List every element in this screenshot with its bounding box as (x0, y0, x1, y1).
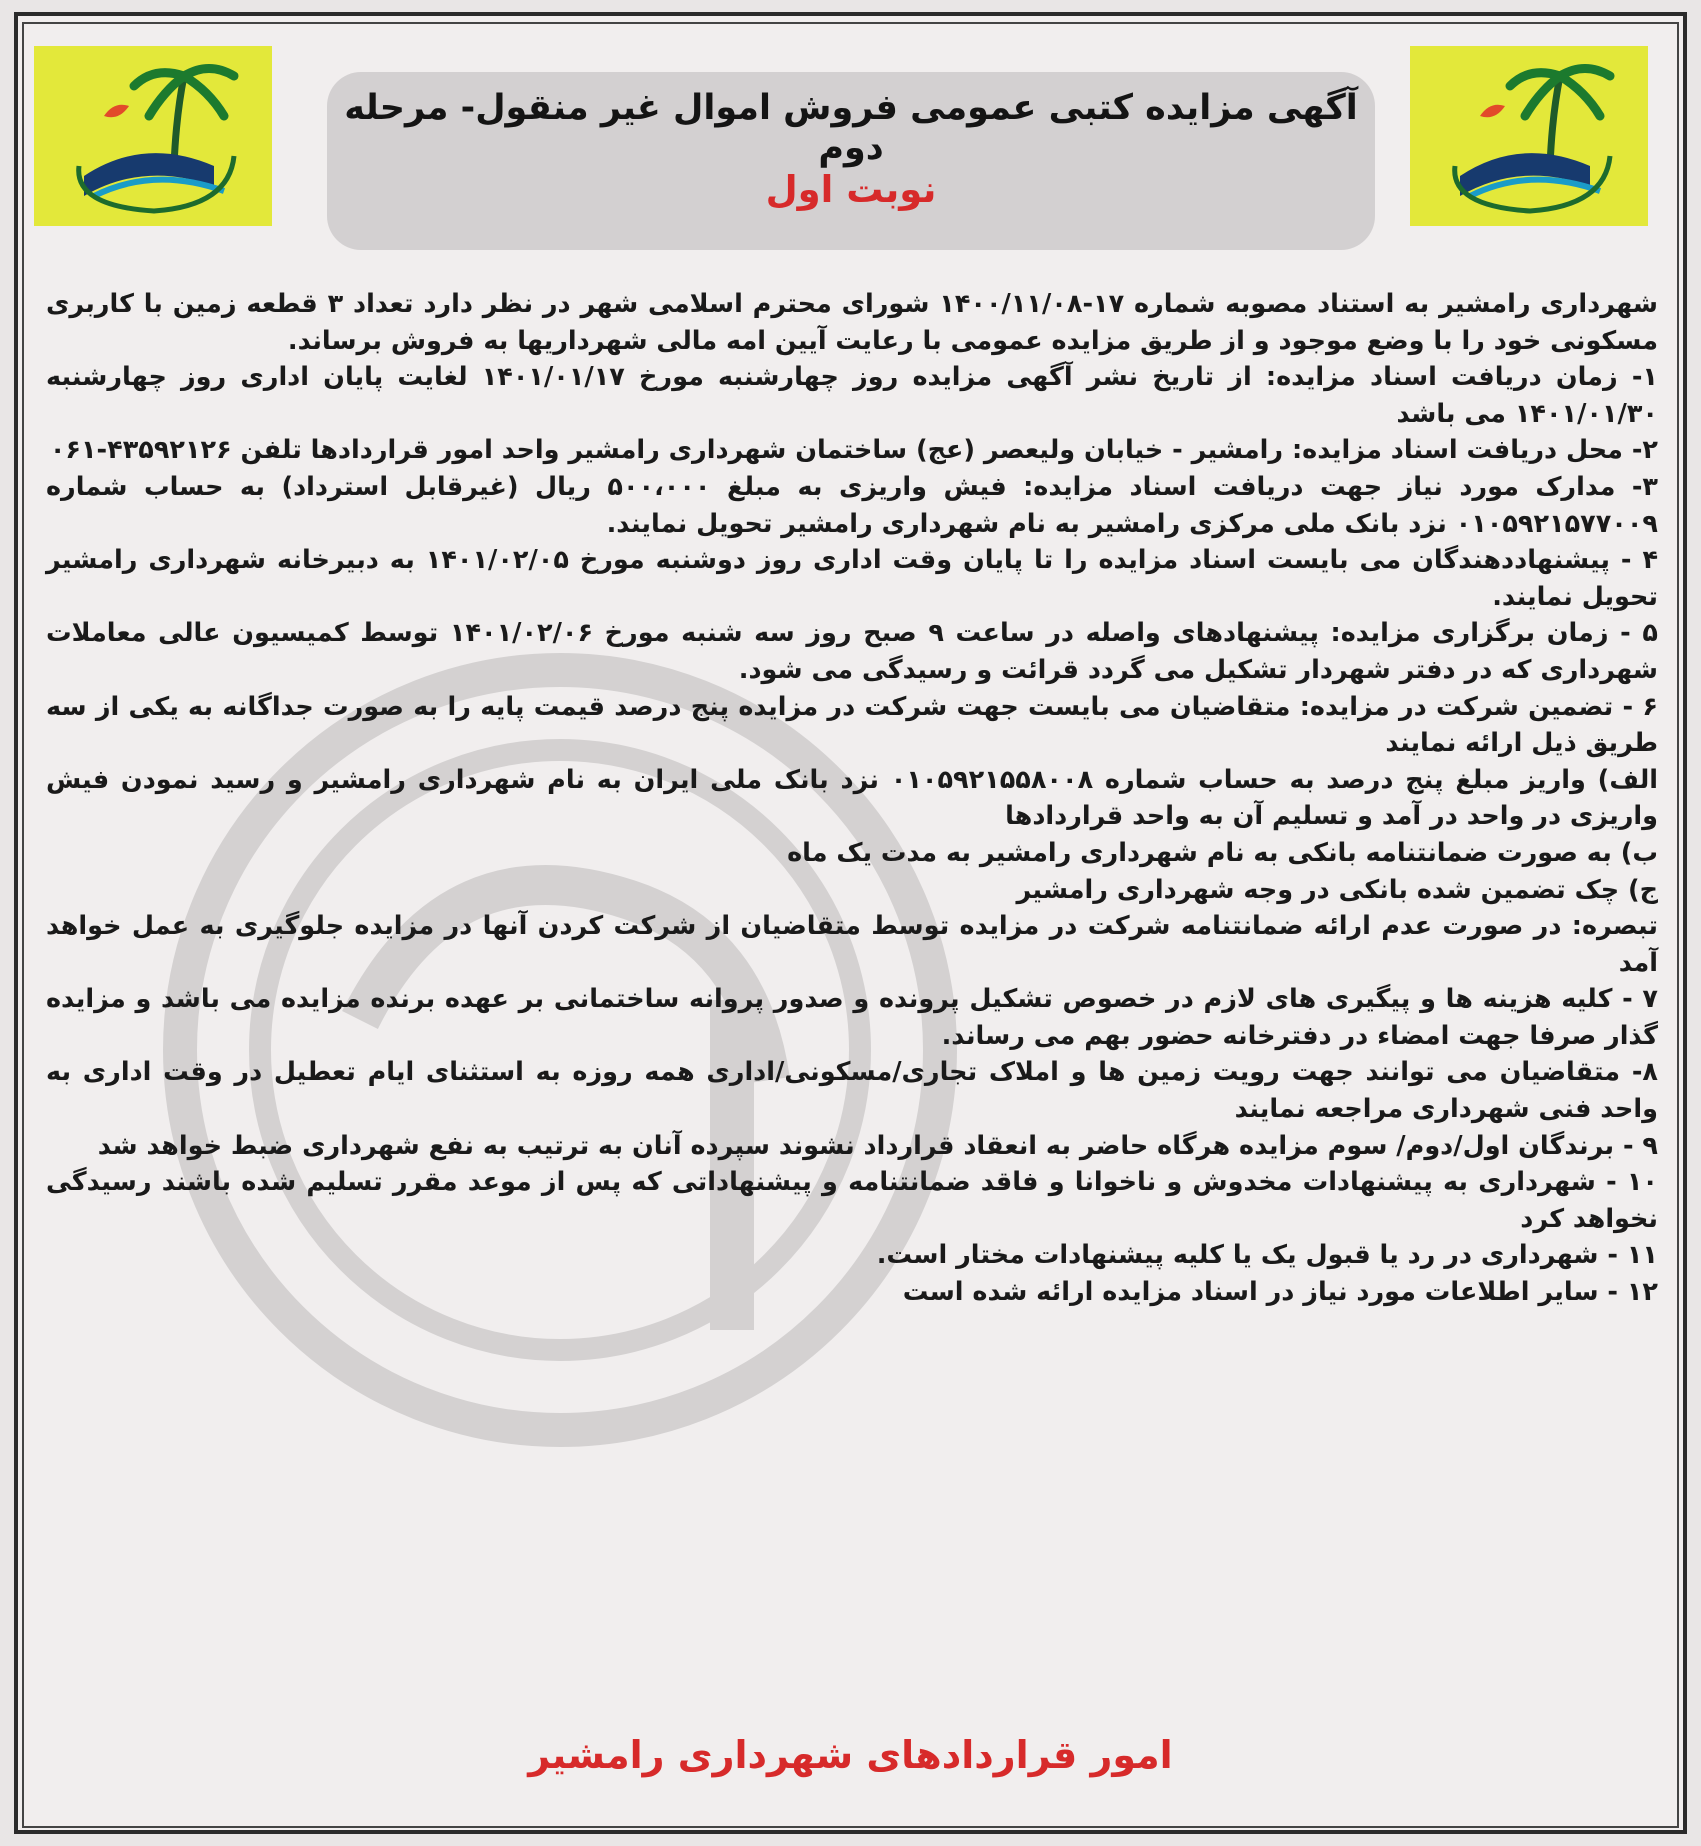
clause-3: ۳- مدارک مورد نیاز جهت دریافت اسناد مزایده: فیش واریزی به مبلغ ۵۰۰،۰۰۰ ریال (غیرقابل استرداد) به حساب شماره ۰۱۰۵۹۲۱۵۷۷۰۰۹ نزد بانک ملی مرکزی رامشیر به نام شهرداری رامشیر تحویل نمایند. (46, 471, 1658, 539)
clause-5: ۵ - زمان برگزاری مزایده: پیشنهادهای واصله در ساعت ۹ صبح روز سه شنبه مورخ ۱۴۰۱/۰۲/۰۶ توسط کمیسیون عالی معاملات شهرداری که در دفتر شهردار تشکیل می گردد قرائت و رسیدگی می شود. (46, 618, 1658, 685)
clause-7: ۷ - کلیه هزینه ها و پیگیری های لازم در خصوص تشکیل پرونده و صدور پروانه ساختمانی بر عهده برنده مزایده می باشد و مزایده گذار صرفا جهت امضاء در دفترخانه حضور بهم می رساند. (46, 984, 1658, 1051)
clause-6-option-c: ج) چک تضمین شده بانکی در وجه شهرداری رامشیر (1016, 874, 1658, 905)
footer-signature: امور قراردادهای شهرداری رامشیر (528, 1733, 1173, 1777)
clause-4: ۴ - پیشنهاددهندگان می بایست اسناد مزایده را تا پایان وقت اداری روز دوشنبه مورخ ۱۴۰۱/۰۲/۰۵ به دبیرخانه شهرداری رامشیر تحویل نمایند. (46, 545, 1659, 612)
publication-round: نوبت اول (765, 168, 937, 211)
clause-8: ۸- متقاضیان می توانند جهت رویت زمین ها و املاک تجاری/مسکونی/اداری همه روزه به استثنای ایام تعطیل در وقت اداری به واحد فنی شهرداری مراجعه نمایند (46, 1057, 1658, 1125)
clause-1: ۱- زمان دریافت اسناد مزایده: از تاریخ نشر آگهی مزایده روز چهارشنبه مورخ ۱۴۰۱/۰۱/۱۷ لغایت پایان اداری روز چهارشنبه ۱۴۰۱/۰۱/۳۰ می باشد (46, 362, 1658, 429)
notice-body (46, 286, 1658, 1311)
header-banner (327, 72, 1375, 250)
clause-9: ۹ - برندگان اول/دوم/ سوم مزایده هرگاه حاضر به انعقاد قرارداد نشوند سپرده آنان به ترتیب به نفع شهرداری ضبط خواهد شد (97, 1130, 1658, 1161)
municipality-logo-right (1410, 46, 1648, 226)
municipality-logo-left (34, 46, 272, 226)
clause-6-note: تبصره: در صورت عدم ارائه ضمانتنامه شرکت در مزایده توسط متقاضیان از شرکت کردن آنها در مزایده جلوگیری به عمل خواهد آمد (46, 911, 1658, 978)
clause-11: ۱۱ - شهرداری در رد یا قبول یک یا کلیه پیشنهادات مختار است. (876, 1240, 1658, 1271)
clause-6-option-b: ب) به صورت ضمانتنامه بانکی به نام شهرداری رامشیر به مدت یک ماه (787, 837, 1658, 868)
intro-paragraph: شهرداری رامشیر به استناد مصوبه شماره ۱۷-۱۴۰۰/۱۱/۰۸ شورای محترم اسلامی شهر در نظر دارد تعداد ۳ قطعه زمین با کاربری مسکونی خود را با وضع موجود و از طریق مزایده عمومی با رعایت آیین امه مالی شهرداریها به فروش برساند. (46, 289, 1658, 356)
clause-10: ۱۰ - شهرداری به پیشنهادات مخدوش و ناخوانا و فاقد ضمانتنامه و پیشنهاداتی که پس از موعد مقرر تسلیم شده باشند رسیدگی نخواهد کرد (46, 1167, 1658, 1234)
clause-2: ۲- محل دریافت اسناد مزایده: رامشیر - خیابان ولیعصر (عج) ساختمان شهرداری رامشیر واحد امور قراردادها تلفن ۴۳۵۹۲۱۲۶-۰۶۱ (49, 435, 1658, 466)
clause-12: ۱۲ - سایر اطلاعات مورد نیاز در اسناد مزایده ارائه شده است (902, 1277, 1658, 1308)
clause-6: ۶ - تضمین شرکت در مزایده: متقاضیان می بایست جهت شرکت در مزایده پنج درصد قیمت پایه را به صورت جداگانه به یکی از سه طریق ذیل ارائه نمایند (46, 691, 1658, 759)
notice-title: آگهی مزایده کتبی عمومی فروش اموال غیر منقول- مرحله دوم (344, 88, 1358, 168)
clause-6-option-a: الف) واریز مبلغ پنج درصد به حساب شماره ۰۱۰۵۹۲۱۵۵۸۰۰۸ نزد بانک ملی ایران به نام شهرداری رامشیر و رسید نمودن فیش واریزی در واحد در آمد و تسلیم آن به واحد قراردادها (46, 764, 1659, 832)
